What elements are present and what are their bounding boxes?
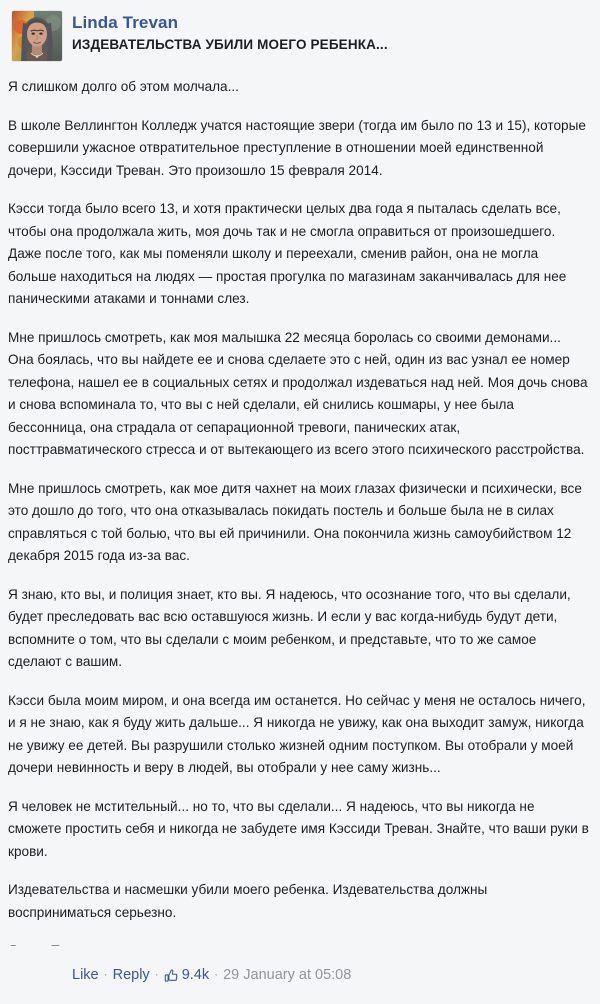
author-name[interactable]: Linda Trevan	[72, 13, 179, 32]
like-button[interactable]: Like	[72, 967, 99, 983]
post-body	[0, 76, 600, 963]
header-text-block	[72, 11, 388, 54]
comment-actions	[72, 966, 351, 984]
comment-timestamp[interactable]: 29 January at 05:08	[223, 967, 352, 983]
avatar[interactable]	[12, 11, 62, 61]
thumbs-up-icon	[164, 969, 179, 984]
post-paragraph: В школе Веллингтон Колледж учатся настоящие звери (тогда им было по 13 и 15), которые совершили ужасное отвратительное преступление в отношении моей единственной дочери, Кэссиди Треван. Это произошло 15 февраля 2014.	[8, 117, 586, 178]
post-paragraph: Я слишком долго об этом молчала...	[8, 79, 239, 94]
like-count-value: 9.4k	[181, 967, 210, 983]
post-title: ИЗДЕВАТЕЛЬСТВА УБИЛИ МОЕГО РЕБЕНКА...	[72, 37, 388, 52]
post-paragraph: Мне пришлось смотреть, как мое дитя чахнет на моих глазах физически и психически, все это дошло до того, что она отказывалась покидать постель и больше была не в силах справляться с той болью, что вы ей причинили. Она покончила жизнь самоубийством 12 декабря 2015 года из-за вас.	[8, 480, 582, 563]
post-paragraph: Мне пришлось смотреть, как моя малышка 22 месяца боролась со своими демонами... Она боялась, что вы найдете ее и снова сделаете это с ней, один из вас узнал ее номер телефона, нашел ее в социальных сетях и продолжал издеваться над ней. Моя дочь снова и снова вспоминала то, что вы с ней сделали, ей снились кошмары, у нее была бессонница, она страдала от сепарационной тревоги, панических атак, посттравматического стресса и от вытекающего из всего этого психического расстройства.	[8, 329, 588, 457]
post-footer	[0, 946, 600, 1004]
post-paragraph: Я человек не мстительный... но то, что вы сделали... Я надеюсь, что вы никогда не сможете простить себя и никогда не забудете имя Кэссиди Треван. Знайте, что ваши руки в крови.	[8, 798, 589, 859]
post-paragraph: Издевательства и насмешки убили моего ребенка. Издевательства должны восприниматься серьезно.	[8, 882, 488, 920]
post-paragraph: Я знаю, кто вы, и полиция знает, кто вы. Я надеюсь, что осознание того, что вы сделали, будет преследовать вас всю оставшуюся жизнь. И если у вас когда-нибудь будут дети, вспомните о том, что вы сделали с моим ребенком, и представьте, что то же самое сделают с вашим.	[8, 586, 571, 669]
like-count[interactable]	[164, 966, 209, 984]
separator-dot: ·	[103, 967, 108, 981]
separator-dot: ·	[154, 967, 159, 981]
reply-button[interactable]: Reply	[112, 967, 150, 983]
post-header	[0, 0, 600, 61]
post-paragraph: Кэсси была моим миром, и она всегда им останется. Но сейчас у меня не осталось ничего, и я не знаю, как я буду жить дальше... Я никогда не увижу, как она выходит замуж, никогда не увижу ее детей. Вы разрушили столько жизней одним поступком. Вы отобрали у моей дочери невинность и веру в людей, вы отобрали у нее саму жизнь...	[8, 692, 586, 775]
post-paragraph: Кэсси тогда было всего 13, и хотя практически целых два года я пыталась сделать все, чтобы она продолжала жить, моя дочь так и не смогла оправиться от произошедшего. Даже после того, как мы поменяли школу и переехали, сменив район, она не могла больше находиться на людях — простая прогулка по магазинам заканчивалась для нее паническими атаками и тоннами слез.	[8, 201, 567, 306]
separator-dot: ·	[214, 967, 219, 981]
